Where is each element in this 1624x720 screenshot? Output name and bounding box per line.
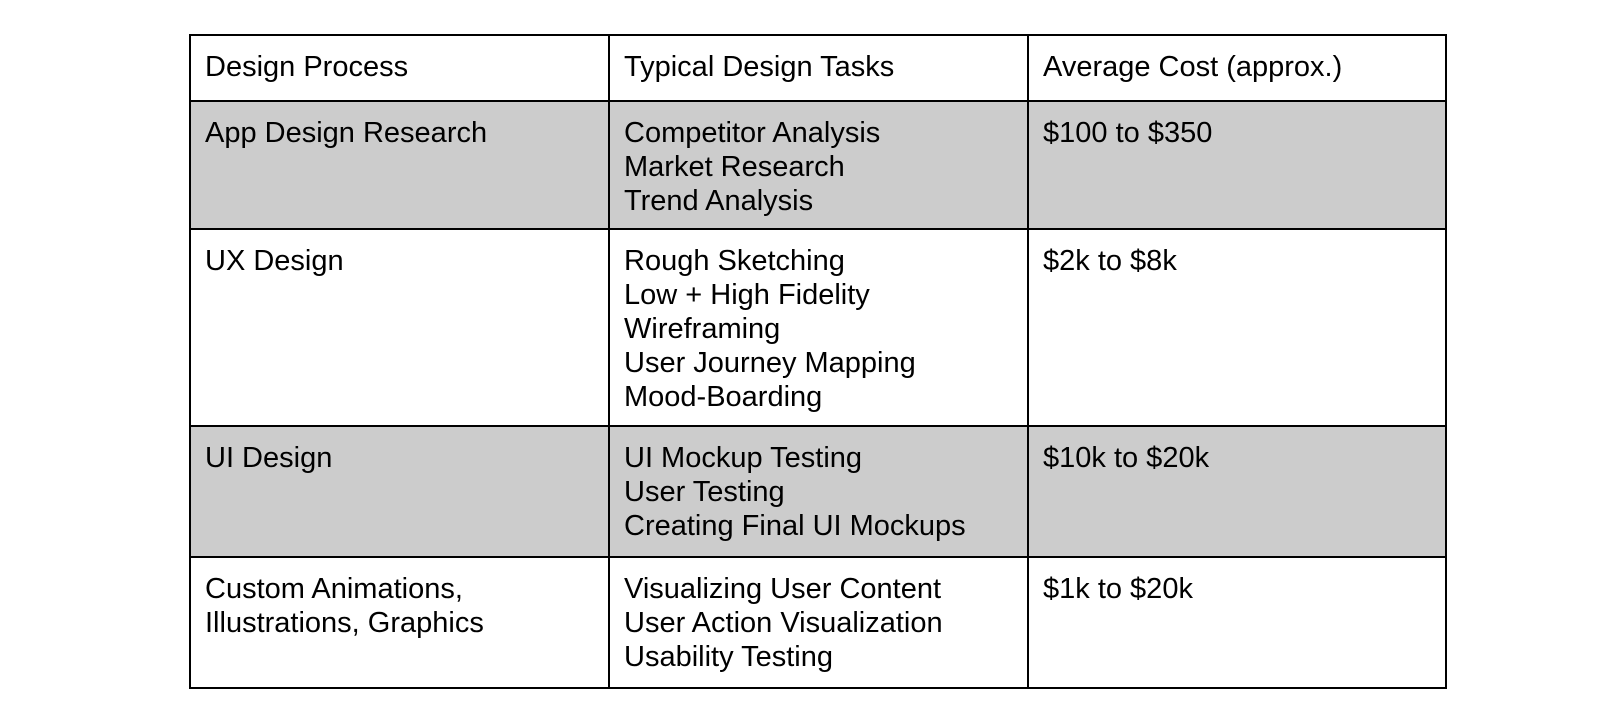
cost-label: $1k to $20k (1043, 573, 1193, 605)
task-item: Market Research (624, 151, 845, 183)
design-cost-table (189, 34, 1447, 689)
cost-cell (1028, 557, 1446, 688)
cost-cell (1028, 229, 1446, 426)
task-item: Mood-Boarding (624, 381, 823, 413)
task-item: Creating Final UI Mockups (624, 510, 966, 542)
task-item: User Action Visualization (624, 607, 943, 639)
header-average-cost: Average Cost (approx.) (1028, 35, 1446, 101)
table-row (190, 229, 1446, 426)
task-item: UI Mockup Testing (624, 442, 863, 474)
task-item: Rough Sketching (624, 245, 845, 277)
table-body (190, 35, 1446, 688)
process-cell (190, 229, 609, 426)
cost-label: $10k to $20k (1043, 442, 1210, 474)
cost-label: $2k to $8k (1043, 245, 1177, 277)
task-item: User Journey Mapping (624, 347, 916, 379)
tasks-cell (609, 557, 1028, 688)
task-item: Wireframing (624, 313, 781, 345)
task-item: Trend Analysis (624, 185, 814, 217)
process-label: UI Design (205, 442, 333, 474)
header-design-process: Design Process (190, 35, 609, 101)
table-row (190, 426, 1446, 557)
process-label: Custom Animations, Illustrations, Graphics (205, 573, 484, 639)
cost-cell (1028, 101, 1446, 229)
cost-label: $100 to $350 (1043, 117, 1213, 149)
header-typical-design-tasks: Typical Design Tasks (609, 35, 1028, 101)
process-cell (190, 557, 609, 688)
table-row (190, 557, 1446, 688)
process-cell (190, 101, 609, 229)
tasks-cell (609, 101, 1028, 229)
process-label: UX Design (205, 245, 344, 277)
task-item: User Testing (624, 476, 785, 508)
task-item: Competitor Analysis (624, 117, 881, 149)
task-item: Usability Testing (624, 641, 834, 673)
tasks-cell (609, 229, 1028, 426)
cost-cell (1028, 426, 1446, 557)
task-item: Visualizing User Content (624, 573, 942, 605)
task-item: Low + High Fidelity (624, 279, 870, 311)
process-cell (190, 426, 609, 557)
table-row (190, 101, 1446, 229)
process-label: App Design Research (205, 117, 488, 149)
table-header-row (190, 35, 1446, 101)
tasks-cell (609, 426, 1028, 557)
